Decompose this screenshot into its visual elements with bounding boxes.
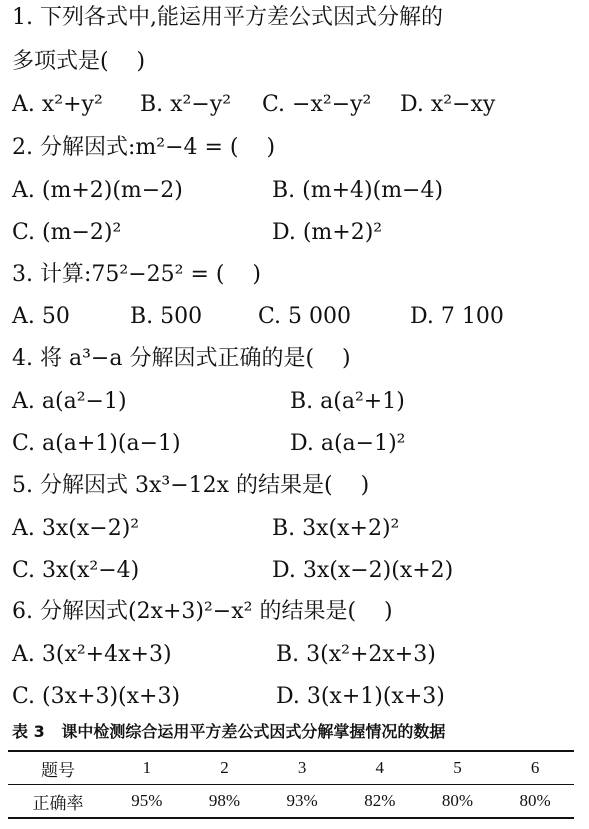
table-header-row [8,751,574,785]
q5-option-d: D. 3x(x−2)(x+2) [272,558,454,583]
accuracy-table [8,750,574,819]
q3-option-d: D. 7 100 [410,304,504,329]
q2-option-d: D. (m+2)² [272,220,383,245]
q4-option-c: C. a(a+1)(a−1) [12,431,181,456]
table-cell: 80% [496,785,574,819]
q1-stem-line-1: 1. 下列各式中,能运用平方差公式因式分解的 [12,5,443,30]
header-cell: 5 [419,751,497,785]
q6-option-c: C. (3x+3)(x+3) [12,684,181,709]
header-cell: 4 [341,751,419,785]
header-cell: 3 [263,751,341,785]
q6-stem: 6. 分解因式(2x+3)²−x² 的结果是( ) [12,599,393,624]
q5-option-a: A. 3x(x−2)² [12,516,140,541]
q4-stem: 4. 将 a³−a 分解因式正确的是( ) [12,346,351,371]
table-cell: 95% [108,785,186,819]
q3-option-b: B. 500 [130,304,203,329]
q6-option-a: A. 3(x²+4x+3) [12,642,172,667]
q5-stem: 5. 分解因式 3x³−12x 的结果是( ) [12,473,370,498]
q4-option-d: D. a(a−1)² [290,431,406,456]
q4-option-a: A. a(a²−1) [12,389,127,414]
q1-option-d: D. x²−xy [400,92,496,117]
q6-option-b: B. 3(x²+2x+3) [276,642,436,667]
table-caption: 表 3 课中检测综合运用平方差公式因式分解掌握情况的数据 [12,722,446,741]
q3-stem: 3. 计算:75²−25² = ( ) [12,262,262,287]
header-cell: 1 [108,751,186,785]
q3-option-a: A. 50 [12,304,70,329]
table-cell: 80% [419,785,497,819]
table-cell: 正确率 [8,785,108,819]
header-cell: 2 [186,751,264,785]
q2-option-b: B. (m+4)(m−4) [272,178,444,203]
q1-stem-line-2: 多项式是( ) [12,49,146,74]
table-cell: 98% [186,785,264,819]
q3-option-c: C. 5 000 [258,304,352,329]
q1-option-b: B. x²−y² [140,92,232,117]
table-row [8,785,574,819]
header-cell: 6 [496,751,574,785]
q2-option-a: A. (m+2)(m−2) [12,178,183,203]
q6-option-d: D. 3(x+1)(x+3) [276,684,445,709]
q5-option-b: B. 3x(x+2)² [272,516,400,541]
q1-option-a: A. x²+y² [12,92,103,117]
q5-option-c: C. 3x(x²−4) [12,558,140,583]
header-cell: 题号 [8,751,108,785]
q2-option-c: C. (m−2)² [12,220,122,245]
q4-option-b: B. a(a²+1) [290,389,405,414]
q1-option-c: C. −x²−y² [262,92,372,117]
q2-stem: 2. 分解因式:m²−4 = ( ) [12,135,276,160]
table-cell: 93% [263,785,341,819]
table-cell: 82% [341,785,419,819]
